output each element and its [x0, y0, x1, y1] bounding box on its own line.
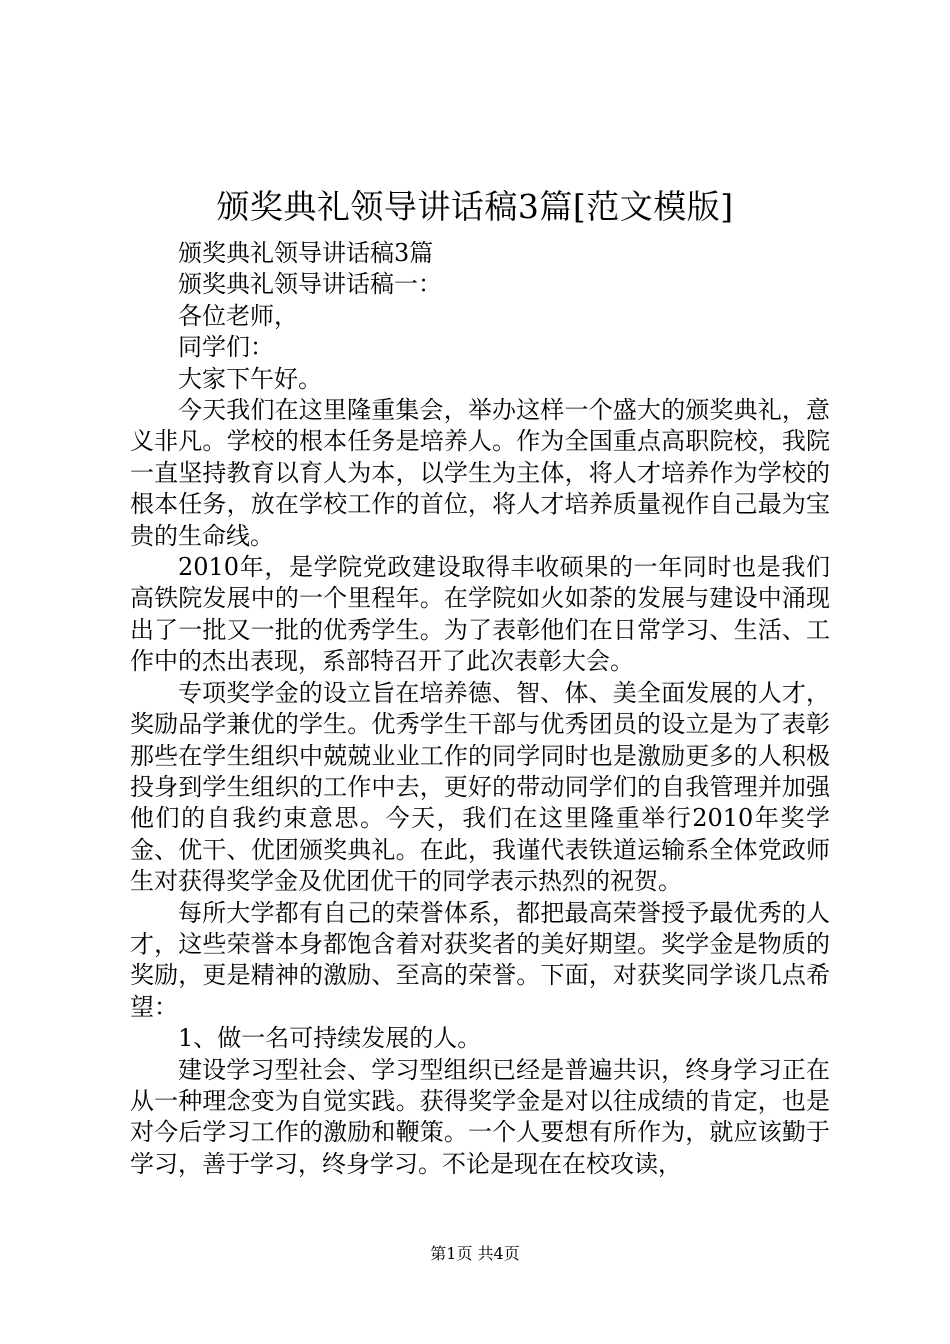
page-title: 颁奖典礼领导讲话稿3篇[范文模版] — [216, 187, 734, 226]
section-heading-paragraph: 颁奖典礼领导讲话稿一： — [178, 270, 442, 299]
page-footer: 第1页 共4页 — [430, 1244, 520, 1263]
list-item-paragraph: 1、做一名可持续发展的人。 — [178, 1024, 482, 1053]
body-paragraph: 2010年，是学院党政建设取得丰收硕果的一年同时也是我们高铁院发展中的一个里程年。在学院如火如荼的发展与建设中涌现出了一批又一批的优秀学生。为了表彰他们在日常学习、生活、工作中的杰出表现，系部特召开了此次表彰大会。 — [130, 553, 830, 676]
salutation-students: 同学们： — [178, 333, 274, 362]
body-paragraph: 建设学习型社会、学习型组织已经是普遍共识，终身学习正在从一种理念变为自觉实践。获得奖学金是对以往成绩的肯定，也是对今后学习工作的激励和鞭策。一个人要想有所作为，就应该勤于学习，善于学习，终身学习。不论是现在在校攻读， — [130, 1055, 830, 1178]
body-paragraph: 专项奖学金的设立旨在培养德、智、体、美全面发展的人才，奖励品学兼优的学生。优秀学生干部与优秀团员的设立是为了表彰那些在学生组织中兢兢业业工作的同学同时也是激励更多的人积极投身到学生组织的工作中去，更好的带动同学们的自我管理并加强他们的自我约束意思。今天，我们在这里隆重举行2010年奖学金、优干、优团颁奖典礼。在此，我谨代表铁道运输系全体党政师生对获得奖学金及优团优干的同学表示热烈的祝贺。 — [130, 678, 830, 896]
salutation-teachers: 各位老师， — [178, 301, 298, 330]
body-paragraph: 每所大学都有自己的荣誉体系，都把最高荣誉授予最优秀的人才，这些荣誉本身都饱含着对获奖者的美好期望。奖学金是物质的奖励，更是精神的激励、至高的荣誉。下面，对获奖同学谈几点希望： — [130, 898, 830, 1021]
body-paragraph: 今天我们在这里隆重集会，举办这样一个盛大的颁奖典礼，意义非凡。学校的根本任务是培养人。作为全国重点高职院校，我院一直坚持教育以育人为本，以学生为主体，将人才培养作为学校的根本任务，放在学校工作的首位，将人才培养质量视作自己最为宝贵的生命线。 — [130, 396, 830, 550]
subtitle-paragraph: 颁奖典礼领导讲话稿3篇 — [178, 239, 434, 267]
greeting-paragraph: 大家下午好。 — [178, 364, 322, 393]
document-body — [130, 238, 830, 1180]
